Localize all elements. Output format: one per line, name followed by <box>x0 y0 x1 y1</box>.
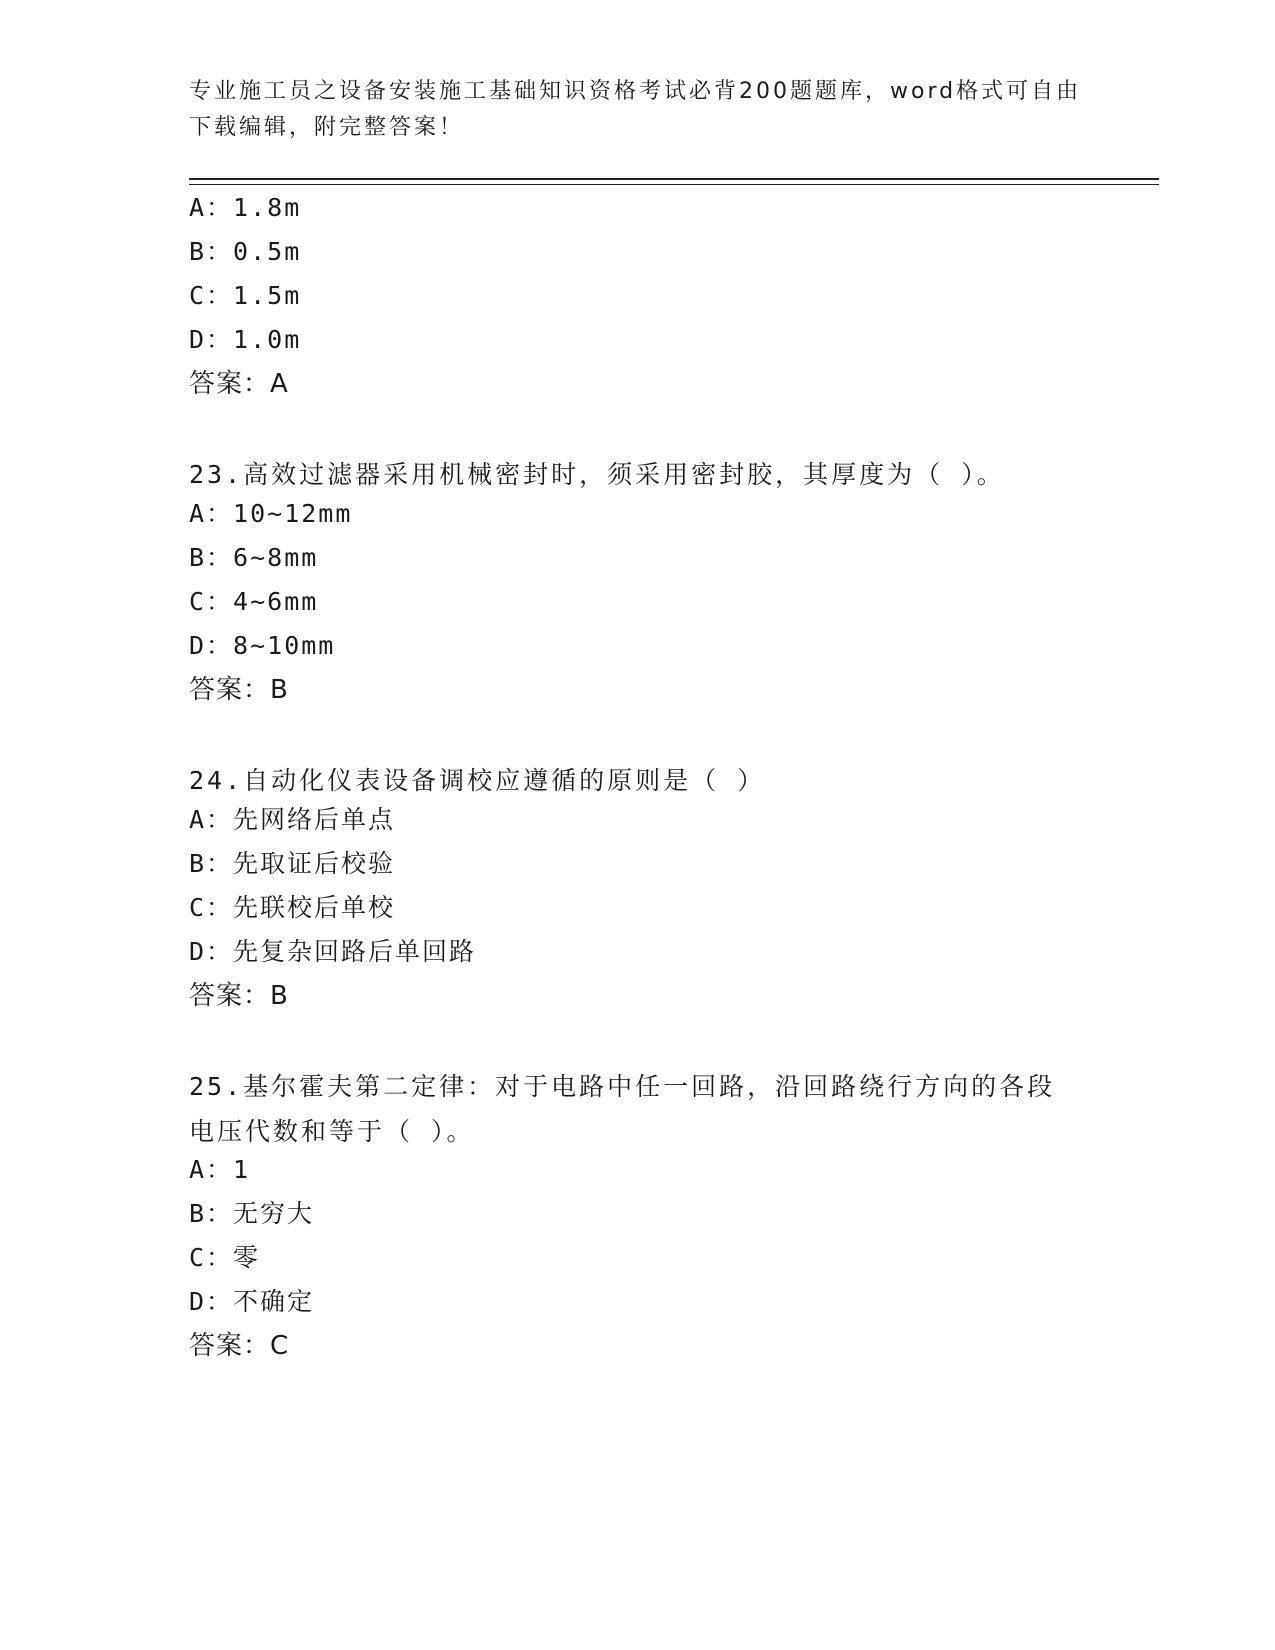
q22-option-c: C：1.5m <box>189 281 302 310</box>
q23-option-a: A：10~12mm <box>189 499 353 528</box>
q22-option-a: A：1.8m <box>189 193 302 222</box>
q24-option-d: D：先复杂回路后单回路 <box>189 937 477 966</box>
q24-option-c: C：先联校后单校 <box>189 893 396 922</box>
header-divider-thick <box>189 178 1159 180</box>
q24-option-a: A：先网络后单点 <box>189 805 396 834</box>
q24-option-b: B：先取证后校验 <box>189 849 396 878</box>
q23-question: 23.高效过滤器采用机械密封时，须采用密封胶，其厚度为（ ）。 <box>189 460 1005 489</box>
document-header <box>189 74 1089 146</box>
header-line-1: 专业施工员之设备安装施工基础知识资格考试必背200题题库，word格式可自由 <box>189 79 1082 104</box>
q25-option-c: C：零 <box>189 1243 261 1272</box>
q25-option-b: B：无穷大 <box>189 1199 315 1228</box>
q22-answer: 答案：A <box>189 369 289 399</box>
q25-question-line-1: 25.基尔霍夫第二定律：对于电路中任一回路，沿回路绕行方向的各段 <box>189 1072 1056 1101</box>
q24-question: 24.自动化仪表设备调校应遵循的原则是（ ） <box>189 766 766 795</box>
q25-option-d: D：不确定 <box>189 1287 315 1316</box>
q23-option-c: C：4~6mm <box>189 587 319 616</box>
q25-question <box>189 1064 1089 1154</box>
q23-answer: 答案：B <box>189 675 289 705</box>
q23-option-d: D：8~10mm <box>189 631 336 660</box>
q25-option-a: A：1 <box>189 1155 251 1184</box>
header-divider-thin <box>189 184 1159 185</box>
q23-option-b: B：6~8mm <box>189 543 319 572</box>
q25-question-line-2: 电压代数和等于（ ）。 <box>189 1117 475 1146</box>
q25-answer: 答案：C <box>189 1331 290 1361</box>
header-line-2: 下载编辑，附完整答案！ <box>189 115 465 140</box>
q22-option-b: B：0.5m <box>189 237 302 266</box>
q24-answer: 答案：B <box>189 981 289 1011</box>
q22-option-d: D：1.0m <box>189 325 302 354</box>
